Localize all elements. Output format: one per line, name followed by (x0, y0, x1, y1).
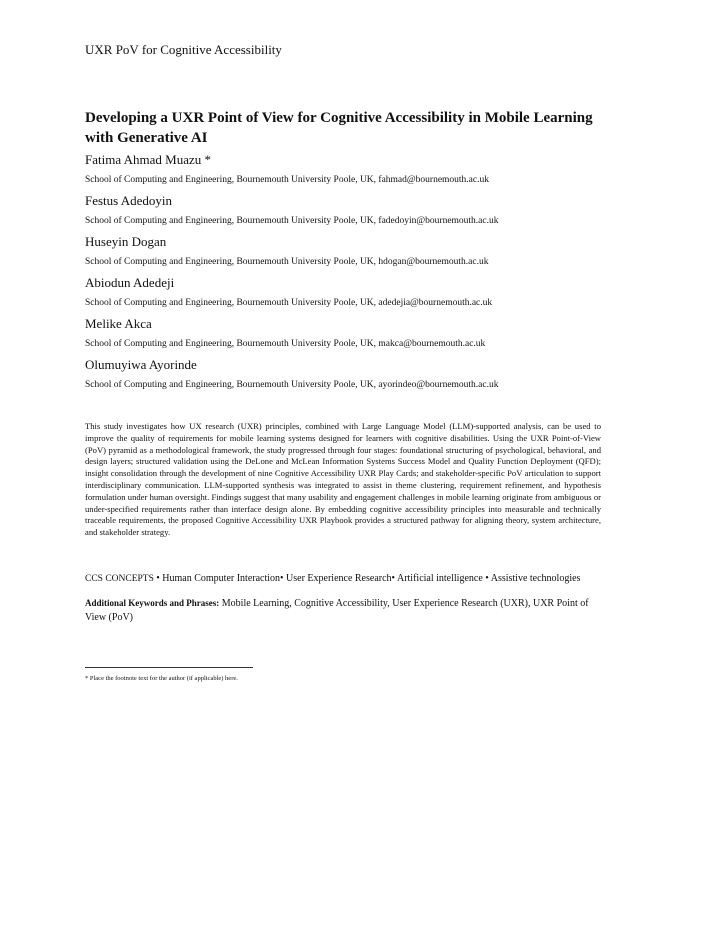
author-affiliation: School of Computing and Engineering, Bournemouth University Poole, UK, fadedoyin@bournemouth.ac.uk (85, 216, 499, 226)
author-block (85, 193, 601, 227)
ccs-items: • Human Computer Interaction• User Experience Research• Artificial intelligence • Assistive technologies (156, 573, 581, 584)
author-affiliation: School of Computing and Engineering, Bournemouth University Poole, UK, hdogan@bournemouth.ac.uk (85, 257, 489, 267)
footnote-divider (85, 667, 253, 668)
author-name: Festus Adedoyin (85, 193, 173, 208)
author-block (85, 152, 601, 186)
author-block (85, 316, 601, 350)
abstract: This study investigates how UX research (UXR) principles, combined with Large Language Model (LLM)-supported analysis, can be used to improve the quality of requirements for mobile learning systems designed for learners with cognitive disabilities. Using the UXR Point-of-View (PoV) pyramid as a methodological framework, the study progressed through four stages: foundational structuring of psychological, behavioral, and design layers; structured validation using the DeLone and McLean Information Systems Success Model and Quality Function Deployment (QFD); insight consolidation through the development of nine Cognitive Accessibility UXR Play Cards; and stakeholder-specific PoV articulation to support interdisciplinary communication. LLM-supported synthesis was integrated to assist in theme clustering, requirement refinement, and hypothesis formulation under human oversight. Findings suggest that many usability and engagement challenges in mobile learning originate from ambiguous or under-specified requirements rather than interface design alone. By embedding cognitive accessibility principles into measurable and technically traceable requirements, the proposed Cognitive Accessibility UXR Playbook provides a structured pathway for aligning theory, system architecture, and stakeholder strategy. (85, 421, 601, 538)
author-name: Fatima Ahmad Muazu * (85, 152, 212, 167)
keywords-label: Additional Keywords and Phrases: (85, 598, 220, 608)
author-block (85, 234, 601, 268)
author-list (85, 152, 601, 398)
author-affiliation: School of Computing and Engineering, Bournemouth University Poole, UK, ayorindeo@bournemouth.ac.uk (85, 380, 499, 390)
author-name: Olumuyiwa Ayorinde (85, 357, 197, 372)
keywords (85, 596, 601, 625)
author-name: Abiodun Adedeji (85, 275, 175, 290)
ccs-concepts (85, 573, 601, 585)
running-head: UXR PoV for Cognitive Accessibility (85, 42, 282, 57)
author-block (85, 275, 601, 309)
keywords-text: Mobile Learning, Cognitive Accessibility, User Experience Research (UXR), UXR Point of View (PoV) (85, 598, 589, 623)
author-affiliation: School of Computing and Engineering, Bournemouth University Poole, UK, fahmad@bournemouth.ac.uk (85, 175, 489, 185)
author-block (85, 357, 601, 391)
author-name: Huseyin Dogan (85, 234, 167, 249)
author-affiliation: School of Computing and Engineering, Bournemouth University Poole, UK, makca@bournemouth.ac.uk (85, 339, 486, 349)
paper-title: Developing a UXR Point of View for Cognitive Accessibility in Mobile Learning with Generative AI (85, 110, 593, 146)
footnote: * Place the footnote text for the author (if applicable) here. (85, 675, 238, 682)
author-name: Melike Akca (85, 316, 152, 331)
author-affiliation: School of Computing and Engineering, Bournemouth University Poole, UK, adedejia@bournemouth.ac.uk (85, 298, 493, 308)
ccs-label: CCS CONCEPTS (85, 574, 154, 584)
